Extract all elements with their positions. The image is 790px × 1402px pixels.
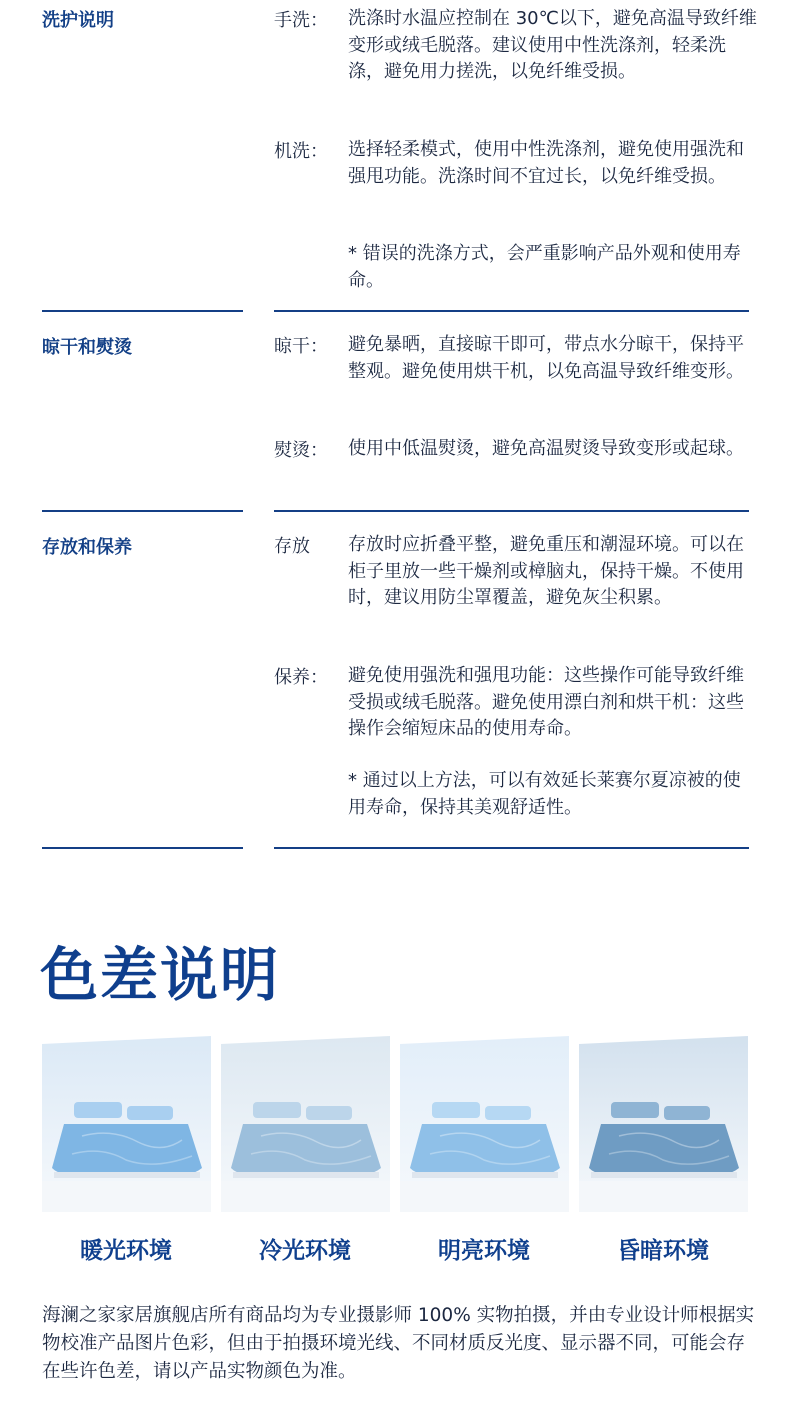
entry-label: 机洗：: [274, 141, 328, 162]
color-difference-title: 色差说明: [40, 941, 281, 1009]
bed-photo-icon: [400, 1036, 569, 1212]
entry-label: 保养：: [274, 667, 328, 688]
section-title: 洗护说明: [42, 10, 114, 31]
entry-text: * 错误的洗涤方式，会严重影响产品外观和使用寿命。: [348, 243, 741, 291]
entry-text: 洗涤时水温应控制在 30℃以下，避免高温导致纤维变形或绒毛脱落。建议使用中性洗涤剂，轻柔洗涤，避免用力搓洗，以免纤维受损。: [348, 8, 757, 82]
bed-photo-icon: [221, 1036, 390, 1212]
entry-text: 使用中低温熨烫，避免高温熨烫导致变形或起球。: [348, 438, 744, 459]
divider: [42, 310, 243, 312]
bed-photo-icon: [579, 1036, 748, 1212]
lighting-photo: [42, 1036, 211, 1212]
entry-label: 存放: [274, 536, 310, 557]
lighting-caption: 明亮环境: [438, 1238, 530, 1264]
entry-text: 选择轻柔模式，使用中性洗涤剂，避免使用强洗和强甩功能。洗涤时间不宜过长，以免纤维受损。: [348, 139, 744, 187]
divider: [42, 510, 243, 512]
section-title: 晾干和熨烫: [42, 337, 132, 358]
lighting-photo: [400, 1036, 569, 1212]
lighting-caption: 冷光环境: [259, 1238, 351, 1264]
section-title: 存放和保养: [42, 537, 132, 558]
entry-text: 避免暴晒，直接晾干即可，带点水分晾干，保持平整观。避免使用烘干机，以免高温导致纤维变形。: [348, 334, 744, 382]
entry-text: 避免使用强洗和强甩功能：这些操作可能导致纤维受损或绒毛脱落。避免使用漂白剂和烘干机：这些操作会缩短床品的使用寿命。: [348, 665, 744, 739]
entry-label: 晾干：: [274, 336, 328, 357]
entry-text: 存放时应折叠平整，避免重压和潮湿环境。可以在柜子里放一些干燥剂或樟脑丸，保持干燥。不使用时，建议用防尘罩覆盖，避免灰尘积累。: [348, 534, 744, 608]
lighting-caption: 暖光环境: [80, 1238, 172, 1264]
entry-label: 手洗：: [274, 10, 328, 31]
lighting-photo: [221, 1036, 390, 1212]
entry-text: * 通过以上方法，可以有效延长莱赛尔夏凉被的使用寿命，保持其美观舒适性。: [348, 770, 741, 818]
lighting-photo: [579, 1036, 748, 1212]
divider: [42, 847, 243, 849]
divider: [274, 847, 749, 849]
bed-photo-icon: [42, 1036, 211, 1212]
lighting-caption: 昏暗环境: [617, 1238, 709, 1264]
color-disclaimer: 海澜之家家居旗舰店所有商品均为专业摄影师 100% 实物拍摄，并由专业设计师根据实物校准产品图片色彩，但由于拍摄环境光线、不同材质反光度、显示器不同，可能会存在些许色差，请以产品实物颜色为准。: [42, 1305, 755, 1382]
divider: [274, 510, 749, 512]
divider: [274, 310, 749, 312]
entry-label: 熨烫：: [274, 440, 328, 461]
